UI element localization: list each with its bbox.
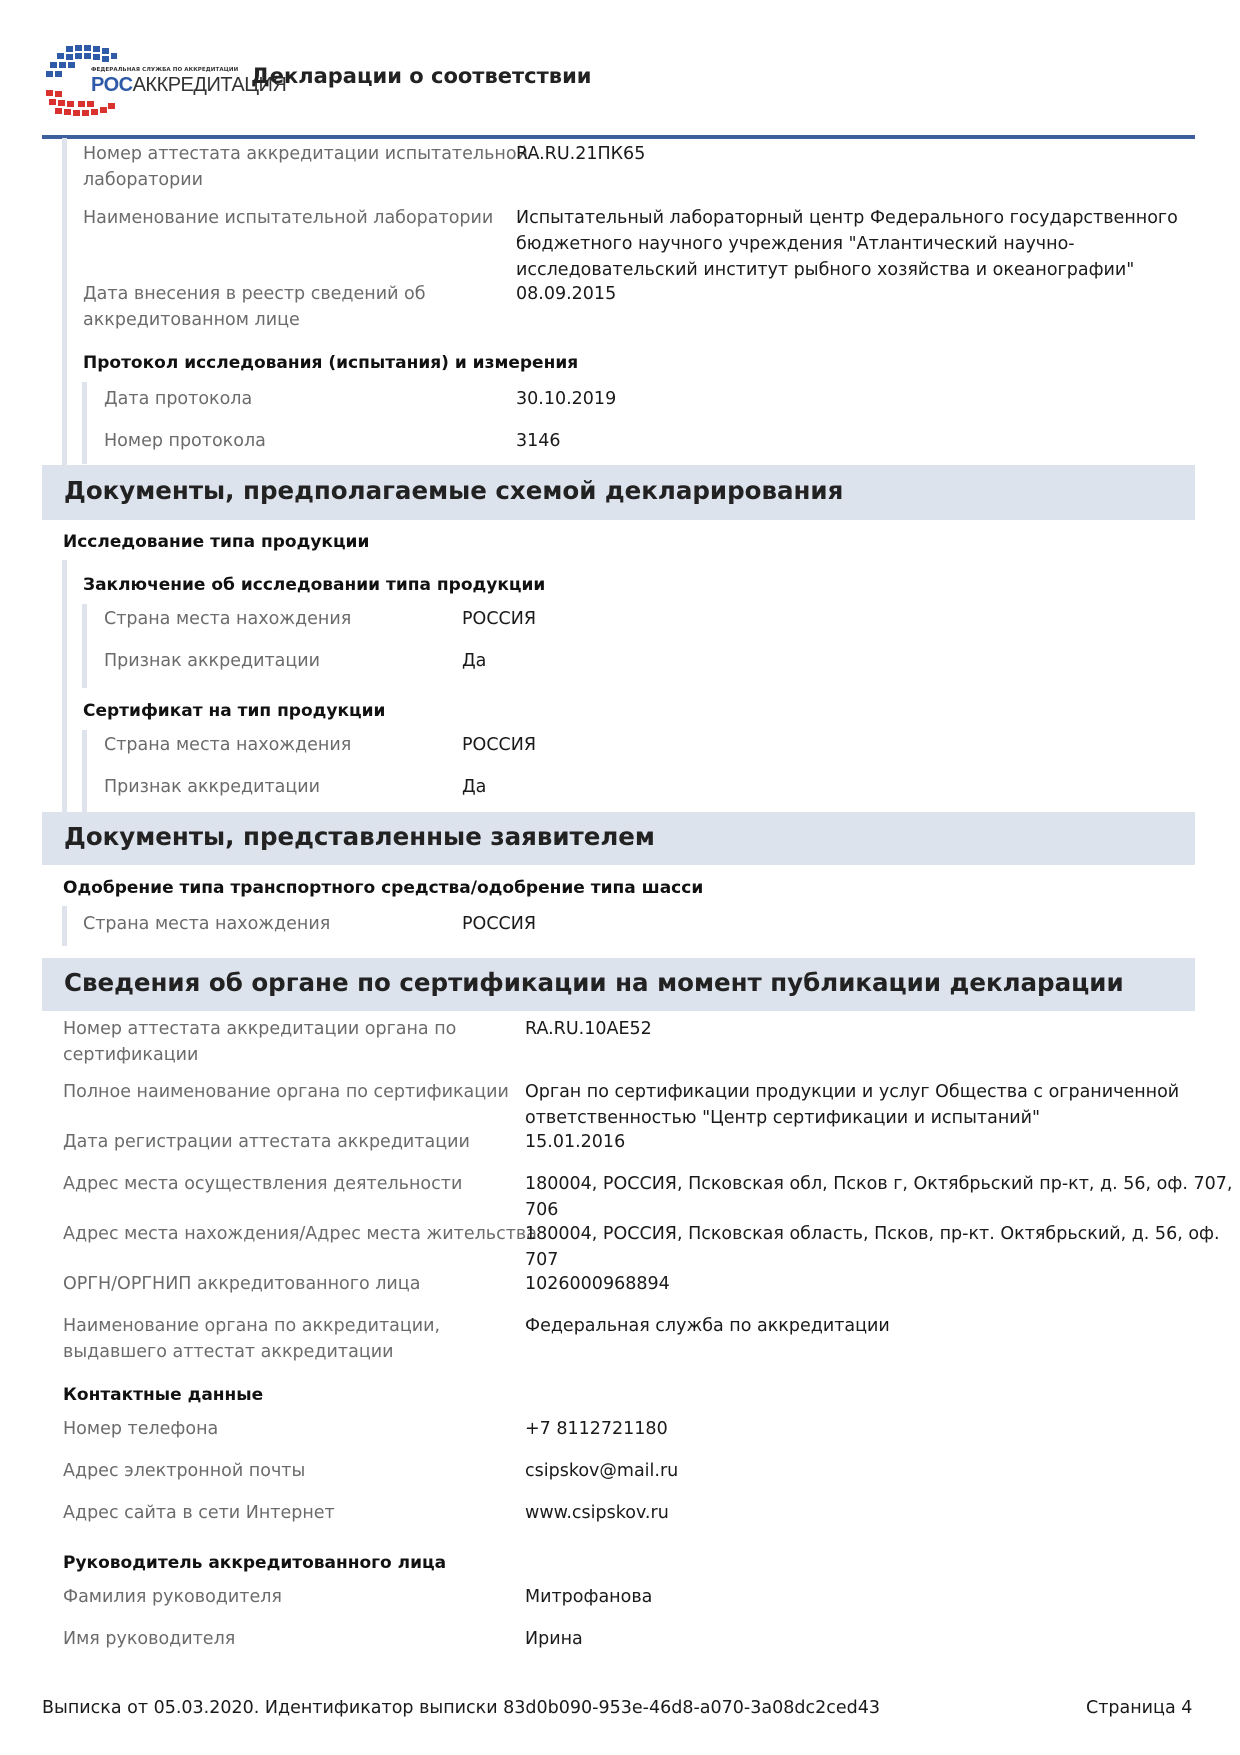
cb-activity-addr-value: 180004, РОССИЯ, Псковская обл, Псков г, Октябрьский пр-кт, д. 56, оф. 707, 706 bbox=[525, 1174, 1233, 1220]
conclusion-title: Заключение об исследовании типа продукции bbox=[83, 575, 546, 595]
protocol-date-label: Дата протокола bbox=[104, 389, 253, 409]
cb-regdate-label: Дата регистрации аттестата аккредитации bbox=[63, 1132, 470, 1152]
protocol-title: Протокол исследования (испытания) и измерения bbox=[83, 353, 579, 373]
conclusion-accr-value: Да bbox=[462, 651, 487, 671]
cb-ogrn-value: 1026000968894 bbox=[525, 1274, 670, 1294]
cb-ogrn-label: ОРГН/ОРГНИП аккредитованного лица bbox=[63, 1274, 421, 1294]
approval-bar bbox=[62, 906, 67, 946]
certificate-title: Сертификат на тип продукции bbox=[83, 701, 386, 721]
type-study-title: Исследование типа продукции bbox=[63, 532, 370, 552]
cb-location-addr-value: 180004, РОССИЯ, Псковская область, Псков, пр-кт. Октябрьский, д. 56, оф. 707 bbox=[525, 1224, 1220, 1270]
cb-fullname-value: Орган по сертификации продукции и услуг Общества с ограниченной ответственностью "Центр сертификации и испытаний" bbox=[525, 1082, 1180, 1128]
certificate-bar bbox=[82, 730, 87, 814]
lab-attestat-value: RA.RU.21ПК65 bbox=[516, 144, 646, 164]
approval-country-label: Страна места нахождения bbox=[83, 914, 331, 934]
surname-value: Митрофанова bbox=[525, 1587, 653, 1607]
email-label: Адрес электронной почты bbox=[63, 1461, 306, 1481]
header-divider bbox=[42, 135, 1195, 139]
protocol-bar bbox=[82, 382, 87, 464]
approval-title: Одобрение типа транспортного средства/одобрение типа шасси bbox=[63, 878, 704, 898]
certificate-country-value: РОССИЯ bbox=[462, 735, 537, 755]
lab-date-label: Дата внесения в реестр сведений об аккредитованном лице bbox=[83, 284, 426, 330]
section-applicant-title: Документы, представленные заявителем bbox=[64, 822, 655, 851]
cb-regdate-value: 15.01.2016 bbox=[525, 1132, 626, 1152]
certificate-accr-label: Признак аккредитации bbox=[104, 777, 321, 797]
lab-name-value: Испытательный лабораторный центр Федерального государственного бюджетного научного учреждения "Атлантический научно- исследовательский институт рыбного хозяйства и океанографии" bbox=[516, 208, 1178, 280]
conclusion-country-value: РОССИЯ bbox=[462, 609, 537, 629]
section-cert-body-header bbox=[42, 958, 1195, 1011]
head-title: Руководитель аккредитованного лица bbox=[63, 1553, 447, 1573]
section-scheme-title: Документы, предполагаемые схемой декларирования bbox=[64, 476, 844, 505]
firstname-value: Ирина bbox=[525, 1629, 583, 1649]
cb-activity-addr-label: Адрес места осуществления деятельности bbox=[63, 1174, 463, 1194]
protocol-number-label: Номер протокола bbox=[104, 431, 266, 451]
cb-accr-body-label: Наименование органа по аккредитации, выдавшего аттестат аккредитации bbox=[63, 1316, 441, 1362]
type-study-bar bbox=[62, 560, 67, 815]
site-label: Адрес сайта в сети Интернет bbox=[63, 1503, 335, 1523]
cb-attestat-label: Номер аттестата аккредитации органа по сертификации bbox=[63, 1019, 457, 1065]
phone-label: Номер телефона bbox=[63, 1419, 219, 1439]
cb-location-addr-label: Адрес места нахождения/Адрес места жительства bbox=[63, 1224, 537, 1244]
surname-label: Фамилия руководителя bbox=[63, 1587, 282, 1607]
contacts-title: Контактные данные bbox=[63, 1385, 264, 1405]
section-applicant-header bbox=[42, 812, 1195, 865]
conclusion-accr-label: Признак аккредитации bbox=[104, 651, 321, 671]
page-title: Декларации о соответствии bbox=[251, 64, 592, 88]
phone-value: +7 8112721180 bbox=[525, 1419, 668, 1439]
cb-accr-body-value: Федеральная служба по аккредитации bbox=[525, 1316, 890, 1336]
cb-attestat-value: RA.RU.10АЕ52 bbox=[525, 1019, 652, 1039]
conclusion-bar bbox=[82, 604, 87, 688]
footer-page-number: Страница 4 bbox=[1086, 1698, 1193, 1718]
site-value: www.csipskov.ru bbox=[525, 1503, 669, 1523]
protocol-date-value: 30.10.2019 bbox=[516, 389, 617, 409]
conclusion-country-label: Страна места нахождения bbox=[104, 609, 352, 629]
section-scheme-header bbox=[42, 465, 1195, 520]
lab-block-bar bbox=[62, 138, 67, 465]
lab-attestat-label: Номер аттестата аккредитации испытательной лаборатории bbox=[83, 144, 528, 190]
email-value: csipskov@mail.ru bbox=[525, 1461, 679, 1481]
logo-ros: РОС bbox=[91, 74, 133, 96]
approval-country-value: РОССИЯ bbox=[462, 914, 537, 934]
firstname-label: Имя руководителя bbox=[63, 1629, 236, 1649]
logo-small-text: ФЕДЕРАЛЬНАЯ СЛУЖБА ПО АККРЕДИТАЦИИ bbox=[91, 67, 239, 73]
protocol-number-value: 3146 bbox=[516, 431, 561, 451]
section-cert-body-title: Сведения об органе по сертификации на момент публикации декларации bbox=[64, 968, 1124, 997]
certificate-country-label: Страна места нахождения bbox=[104, 735, 352, 755]
cb-fullname-label: Полное наименование органа по сертификации bbox=[63, 1082, 509, 1102]
lab-date-value: 08.09.2015 bbox=[516, 284, 617, 304]
lab-name-label: Наименование испытательной лаборатории bbox=[83, 208, 494, 228]
certificate-accr-value: Да bbox=[462, 777, 487, 797]
footer-extract: Выписка от 05.03.2020. Идентификатор выписки 83d0b090-953e-46d8-a070-3a08dc2ced43 bbox=[42, 1698, 880, 1718]
logo-akk: АККРЕДИТАЦИЯ bbox=[132, 74, 287, 96]
